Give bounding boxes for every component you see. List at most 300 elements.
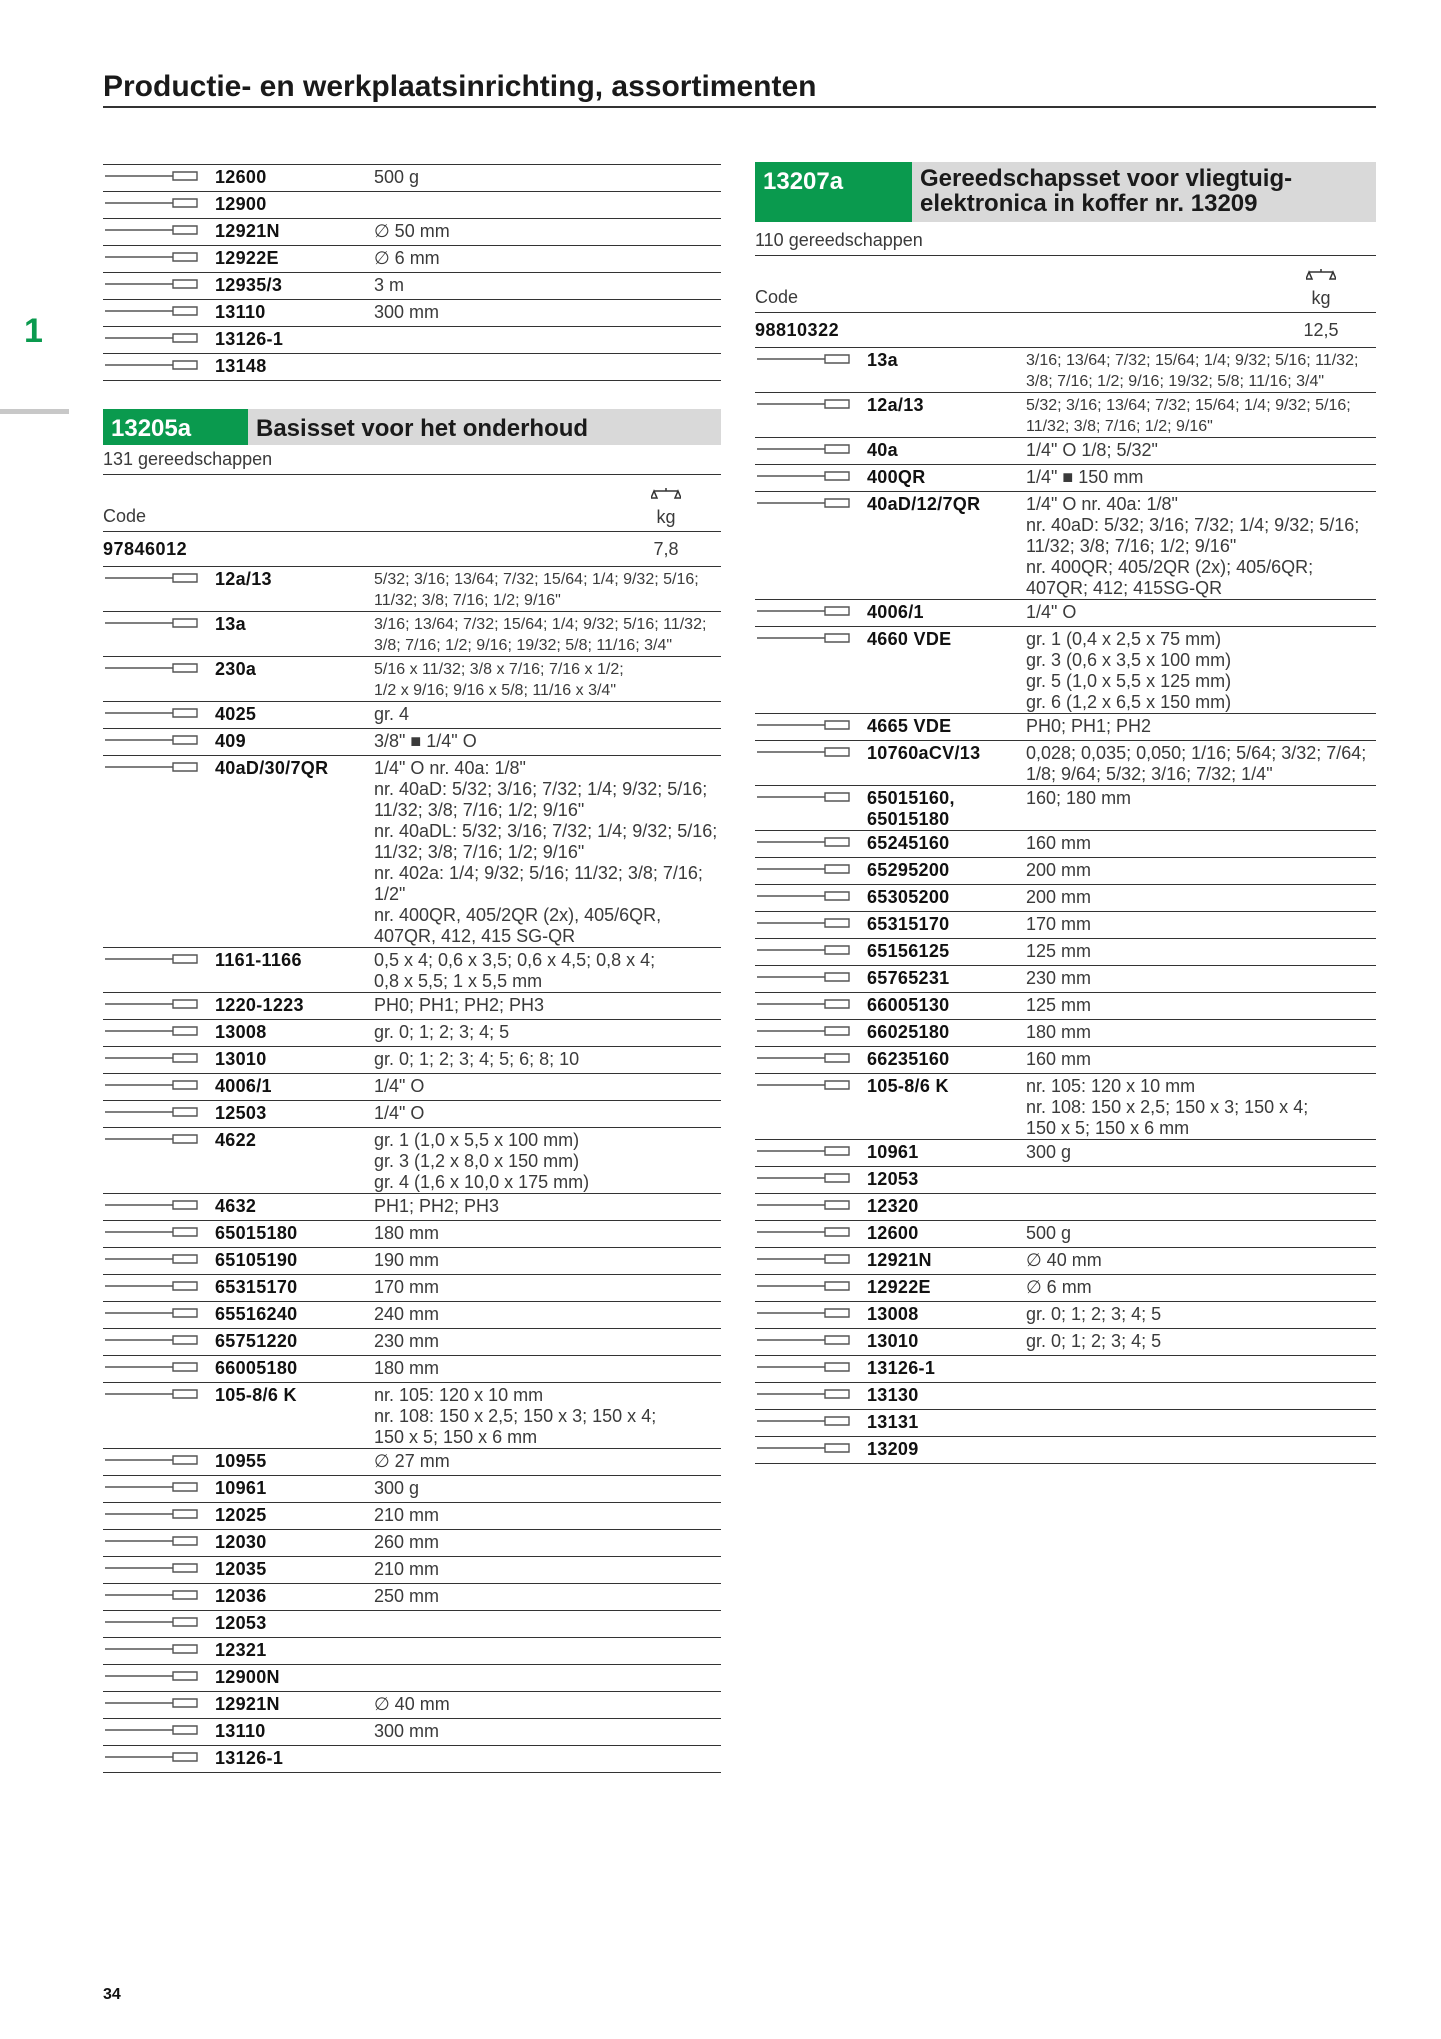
product-code: 12503 [215,1103,267,1123]
weight-header [1266,268,1376,312]
product-code: 409 [215,731,246,751]
product-code: 13209 [867,1439,919,1459]
product-row [103,1449,721,1476]
product-spec [374,1611,721,1613]
product-row [103,1383,721,1449]
product-code: 13008 [867,1304,919,1324]
product-spec: 5/32; 3/16; 13/64; 7/32; 15/64; 1/4; 9/32; 5/16; 11/32; 3/8; 7/16; 1/2; 9/16" [374,571,699,609]
product-spec: 300 g [1026,1142,1072,1162]
product-code: 65245160 [867,833,950,853]
section-13207a-list [755,348,1376,1464]
product-row [755,786,1376,831]
product-code: 13130 [867,1385,919,1405]
product-code: 65015160, 65015180 [867,788,955,829]
product-spec [1026,1167,1376,1169]
product-spec [374,354,721,356]
product-row [755,939,1376,966]
tool-thumbnail-icon [755,966,867,992]
product-code: 13a [867,350,898,370]
product-row [103,1074,721,1101]
product-row [755,831,1376,858]
product-code: 12921N [867,1250,932,1270]
tool-thumbnail-icon [755,939,867,965]
product-spec: 230 mm [374,1331,440,1351]
product-row [755,492,1376,600]
product-code: 10955 [215,1451,267,1471]
product-row [755,1302,1376,1329]
product-spec: ∅ 6 mm [374,248,440,268]
tool-thumbnail-icon [103,1020,215,1046]
product-spec: 160; 180 mm [1026,788,1132,808]
product-code: 230a [215,659,257,679]
product-code: 4006/1 [215,1076,272,1096]
product-code: 66025180 [867,1022,950,1042]
product-spec: ∅ 6 mm [1026,1277,1092,1297]
product-code: 400QR [867,467,926,487]
set-code-row [755,313,1376,348]
product-code: 12053 [867,1169,919,1189]
product-code: 65105190 [215,1250,298,1270]
product-spec [1026,1194,1376,1196]
product-code: 13010 [867,1331,919,1351]
product-code: 4660 VDE [867,629,952,649]
tool-thumbnail-icon [103,1584,215,1610]
product-code: 65015180 [215,1223,298,1243]
product-spec [1026,1356,1376,1358]
scale-icon [1306,268,1336,284]
product-spec: 180 mm [1026,1022,1092,1042]
tool-thumbnail-icon [103,192,215,218]
tool-thumbnail-icon [103,1719,215,1745]
tool-thumbnail-icon [103,993,215,1019]
product-row [103,219,721,246]
title-rule [103,106,1376,108]
product-spec: gr. 0; 1; 2; 3; 4; 5 [1026,1304,1162,1324]
tool-thumbnail-icon [103,729,215,755]
product-code: 40a [867,440,898,460]
product-row [103,729,721,756]
tool-thumbnail-icon [755,831,867,857]
tool-thumbnail-icon [103,1449,215,1475]
tool-thumbnail-icon [755,1020,867,1046]
product-row [103,948,721,993]
page-title: Productie- en werkplaatsinrichting, assortimenten [103,70,817,103]
product-row [103,1557,721,1584]
product-code: 13148 [215,356,267,376]
product-spec: 210 mm [374,1559,440,1579]
product-code: 12035 [215,1559,267,1579]
product-row [103,756,721,948]
tool-thumbnail-icon [103,567,215,593]
top-product-list [103,164,721,381]
product-spec: 230 mm [1026,968,1092,988]
product-spec: 0,5 x 4; 0,6 x 3,5; 0,6 x 4,5; 0,8 x 4; 0,8 x 5,5; 1 x 5,5 mm [374,950,656,991]
tool-thumbnail-icon [755,1167,867,1193]
product-code: 12a/13 [867,395,924,415]
product-row [103,1503,721,1530]
tool-thumbnail-icon [755,1356,867,1382]
product-spec: gr. 4 [374,704,410,724]
product-spec: 0,028; 0,035; 0,050; 1/16; 5/64; 3/32; 7/64; 1/8; 9/64; 5/32; 3/16; 7/32; 1/4" [1026,743,1367,784]
tool-thumbnail-icon [103,657,215,683]
weight-unit: kg [1311,288,1331,308]
left-column [103,164,721,1773]
section-number: 13205a [103,409,248,445]
tool-thumbnail-icon [103,273,215,299]
code-label: Code [103,506,147,526]
product-spec: gr. 1 (0,4 x 2,5 x 75 mm) gr. 3 (0,6 x 3,5 x 100 mm) gr. 5 (1,0 x 5,5 x 125 mm) gr. 6 (1,2 x 6,5 x 150 mm) [1026,629,1232,712]
set-code: 97846012 [103,538,188,559]
product-spec: 1/4" O [1026,602,1077,622]
product-row [755,1410,1376,1437]
product-code: 12a/13 [215,569,272,589]
product-row [103,1128,721,1194]
product-row [103,1020,721,1047]
product-row [755,912,1376,939]
product-spec: 1/4" O nr. 40a: 1/8" nr. 40aD: 5/32; 3/16; 7/32; 1/4; 9/32; 5/16; 11/32; 3/8; 7/16; 1/2; 9/16" nr. 400QR; 405/2QR (2x); 405/6QR; 407QR; 412; 415SG-QR [1026,494,1360,598]
section-number: 13207a [755,162,912,222]
product-row [755,1167,1376,1194]
code-label: Code [755,287,799,307]
tool-thumbnail-icon [103,354,215,380]
tool-thumbnail-icon [103,1275,215,1301]
product-row [103,1275,721,1302]
product-code: 12922E [867,1277,931,1297]
product-spec: 260 mm [374,1532,440,1552]
product-row [755,393,1376,438]
product-spec: ∅ 40 mm [374,1694,450,1714]
tool-thumbnail-icon [755,393,867,419]
product-spec: 170 mm [374,1277,440,1297]
product-row [103,1665,721,1692]
tool-thumbnail-icon [103,948,215,974]
product-spec: 300 g [374,1478,420,1498]
product-row [755,627,1376,714]
product-row [755,1383,1376,1410]
tool-thumbnail-icon [755,1221,867,1247]
product-code: 4632 [215,1196,257,1216]
product-row [103,1329,721,1356]
product-spec: 180 mm [374,1358,440,1378]
tool-thumbnail-icon [755,1410,867,1436]
product-code: 105-8/6 K [215,1385,297,1405]
product-code: 10961 [215,1478,267,1498]
weight-unit: kg [656,507,676,527]
product-row [103,327,721,354]
tool-thumbnail-icon [755,1248,867,1274]
product-code: 4665 VDE [867,716,952,736]
product-spec: PH1; PH2; PH3 [374,1196,500,1216]
spec-header [755,256,1376,313]
product-spec: 160 mm [1026,833,1092,853]
product-code: 65305200 [867,887,950,907]
product-code: 66005130 [867,995,950,1015]
product-code: 13126-1 [867,1358,936,1378]
tool-thumbnail-icon [103,1128,215,1154]
product-spec: 1/4" O [374,1103,425,1123]
product-spec: nr. 105: 120 x 10 mm nr. 108: 150 x 2,5; 150 x 3; 150 x 4; 150 x 5; 150 x 6 mm [1026,1076,1309,1138]
product-row [103,1746,721,1773]
tool-thumbnail-icon [103,246,215,272]
product-row [755,966,1376,993]
product-spec: 500 g [374,167,420,187]
product-spec: PH0; PH1; PH2; PH3 [374,995,545,1015]
product-row [755,1275,1376,1302]
tool-thumbnail-icon [103,1665,215,1691]
product-spec: gr. 0; 1; 2; 3; 4; 5 [374,1022,510,1042]
product-code: 65156125 [867,941,950,961]
product-spec [374,192,721,194]
right-column [755,162,1376,1464]
product-code: 12025 [215,1505,267,1525]
weight-header [611,487,721,531]
tool-thumbnail-icon [103,1356,215,1382]
product-code: 12922E [215,248,279,268]
product-code: 65315170 [867,914,950,934]
product-spec [374,1665,721,1667]
product-code: 66005180 [215,1358,298,1378]
product-spec: 1/4" O [374,1076,425,1096]
product-row [103,1476,721,1503]
product-code: 40aD/30/7QR [215,758,329,778]
product-spec [374,1638,721,1640]
product-spec [1026,1383,1376,1385]
tool-thumbnail-icon [103,1194,215,1220]
tool-thumbnail-icon [755,786,867,812]
product-row [103,1356,721,1383]
section-title: Gereedschapsset voor vliegtuig- elektronica in koffer nr. 13209 [912,162,1376,222]
product-spec: 190 mm [374,1250,440,1270]
tool-thumbnail-icon [103,1503,215,1529]
product-spec: 125 mm [1026,995,1092,1015]
scale-icon [651,487,681,503]
tool-thumbnail-icon [755,438,867,464]
product-spec: 5/16 x 11/32; 3/8 x 7/16; 7/16 x 1/2; 1/2 x 9/16; 9/16 x 5/8; 11/16 x 3/4" [374,661,624,699]
product-code: 10760aCV/13 [867,743,981,763]
product-row [755,1248,1376,1275]
product-code: 12900N [215,1667,280,1687]
tool-thumbnail-icon [103,1329,215,1355]
product-code: 4006/1 [867,602,924,622]
tool-thumbnail-icon [755,993,867,1019]
product-code: 12030 [215,1532,267,1552]
product-row [755,348,1376,393]
product-row [755,1020,1376,1047]
product-code: 12320 [867,1196,919,1216]
chapter-marker [0,409,69,414]
section-title: Basisset voor het onderhoud [248,409,721,445]
product-code: 13008 [215,1022,267,1042]
product-code: 13110 [215,302,266,322]
product-row [103,1584,721,1611]
product-spec: PH0; PH1; PH2 [1026,716,1152,736]
product-spec: 5/32; 3/16; 13/64; 7/32; 15/64; 1/4; 9/32; 5/16; 11/32; 3/8; 7/16; 1/2; 9/16" [1026,397,1351,435]
tool-thumbnail-icon [103,1248,215,1274]
tool-thumbnail-icon [755,714,867,740]
product-spec: 180 mm [374,1223,440,1243]
product-code: 12036 [215,1586,267,1606]
product-spec [374,327,721,329]
tool-thumbnail-icon [755,1302,867,1328]
product-code: 12921N [215,1694,280,1714]
product-spec: 200 mm [1026,860,1092,880]
set-weight: 7,8 [653,538,679,559]
product-row [755,465,1376,492]
product-row [103,192,721,219]
tool-thumbnail-icon [755,885,867,911]
product-code: 10961 [867,1142,919,1162]
product-row [755,1437,1376,1464]
product-code: 12935/3 [215,275,283,295]
tool-thumbnail-icon [755,1194,867,1220]
tool-thumbnail-icon [103,702,215,728]
set-code-row [103,532,721,567]
product-spec: 1/4" O 1/8; 5/32" [1026,440,1158,460]
product-spec: 300 mm [374,302,440,322]
product-code: 12321 [215,1640,267,1660]
product-row [755,993,1376,1020]
section-header-13205a [103,409,721,445]
product-code: 65765231 [867,968,950,988]
section-subtitle: 131 gereedschappen [103,445,721,475]
tool-thumbnail-icon [103,1101,215,1127]
product-row [755,1194,1376,1221]
product-row [103,1611,721,1638]
tool-thumbnail-icon [103,1476,215,1502]
section-13205a-list [103,567,721,1773]
product-spec: 3 m [374,275,405,295]
product-spec: ∅ 50 mm [374,221,450,241]
tool-thumbnail-icon [755,348,867,374]
product-code: 13126-1 [215,1748,284,1768]
tool-thumbnail-icon [755,741,867,767]
product-spec: 3/16; 13/64; 7/32; 15/64; 1/4; 9/32; 5/16; 11/32; 3/8; 7/16; 1/2; 9/16; 19/32; 5/8; 11/16; 3/4" [1026,352,1359,390]
product-spec [1026,1410,1376,1412]
tool-thumbnail-icon [103,300,215,326]
product-code: 66235160 [867,1049,950,1069]
product-code: 13110 [215,1721,266,1741]
product-code: 105-8/6 K [867,1076,949,1096]
tool-thumbnail-icon [103,1530,215,1556]
tool-thumbnail-icon [755,1140,867,1166]
product-code: 12921N [215,221,280,241]
product-code: 13a [215,614,246,634]
product-spec: 210 mm [374,1505,440,1525]
tool-thumbnail-icon [103,1383,215,1409]
chapter-number: 1 [24,312,43,350]
tool-thumbnail-icon [103,1746,215,1772]
product-code: 1220-1223 [215,995,304,1015]
tool-thumbnail-icon [103,1221,215,1247]
tool-thumbnail-icon [755,1383,867,1409]
product-row [755,438,1376,465]
product-row [103,354,721,381]
set-weight: 12,5 [1303,319,1339,340]
tool-thumbnail-icon [755,600,867,626]
product-row [103,246,721,273]
product-row [103,300,721,327]
product-row [103,1047,721,1074]
product-code: 40aD/12/7QR [867,494,981,514]
tool-thumbnail-icon [755,858,867,884]
tool-thumbnail-icon [103,1047,215,1073]
tool-thumbnail-icon [755,1275,867,1301]
product-row [103,567,721,612]
tool-thumbnail-icon [103,1692,215,1718]
product-row [103,164,721,192]
section-subtitle: 110 gereedschappen [755,222,1376,256]
product-row [103,1101,721,1128]
tool-thumbnail-icon [103,756,215,782]
product-row [103,273,721,300]
product-row [103,657,721,702]
product-spec: 1/4" ■ 150 mm [1026,467,1144,487]
tool-thumbnail-icon [103,1074,215,1100]
product-row [103,1530,721,1557]
product-spec: 3/16; 13/64; 7/32; 15/64; 1/4; 9/32; 5/16; 11/32; 3/8; 7/16; 1/2; 9/16; 19/32; 5/8; 11/16; 3/4" [374,616,707,654]
tool-thumbnail-icon [755,1074,867,1100]
product-row [755,1074,1376,1140]
product-row [103,1638,721,1665]
product-spec: 3/8" ■ 1/4" O [374,731,477,751]
product-row [103,993,721,1020]
spec-header [103,475,721,532]
product-code: 13010 [215,1049,267,1069]
product-code: 12900 [215,194,267,214]
product-row [103,1248,721,1275]
tool-thumbnail-icon [103,1557,215,1583]
product-row [755,858,1376,885]
product-row [103,1221,721,1248]
product-row [755,1221,1376,1248]
product-code: 1161-1166 [215,950,302,970]
product-code: 65751220 [215,1331,298,1351]
product-row [755,1140,1376,1167]
product-row [755,885,1376,912]
product-spec: 300 mm [374,1721,440,1741]
product-code: 65315170 [215,1277,298,1297]
product-spec: gr. 0; 1; 2; 3; 4; 5; 6; 8; 10 [374,1049,580,1069]
product-row [755,1047,1376,1074]
section-header-13207a [755,162,1376,222]
tool-thumbnail-icon [103,165,215,191]
tool-thumbnail-icon [103,1611,215,1637]
tool-thumbnail-icon [755,1047,867,1073]
product-row [103,1302,721,1329]
product-row [103,612,721,657]
product-spec: 160 mm [1026,1049,1092,1069]
tool-thumbnail-icon [103,1638,215,1664]
product-code: 4025 [215,704,257,724]
product-code: 4622 [215,1130,257,1150]
tool-thumbnail-icon [755,1329,867,1355]
tool-thumbnail-icon [755,1437,867,1463]
product-spec: 500 g [1026,1223,1072,1243]
product-spec: gr. 0; 1; 2; 3; 4; 5 [1026,1331,1162,1351]
product-spec: 125 mm [1026,941,1092,961]
product-row [103,1194,721,1221]
product-row [755,1329,1376,1356]
product-spec: ∅ 40 mm [1026,1250,1102,1270]
product-row [103,1719,721,1746]
product-row [755,741,1376,786]
product-code: 12600 [867,1223,919,1243]
product-spec [374,1746,721,1748]
tool-thumbnail-icon [103,219,215,245]
product-row [755,1356,1376,1383]
tool-thumbnail-icon [755,492,867,518]
product-code: 12053 [215,1613,267,1633]
